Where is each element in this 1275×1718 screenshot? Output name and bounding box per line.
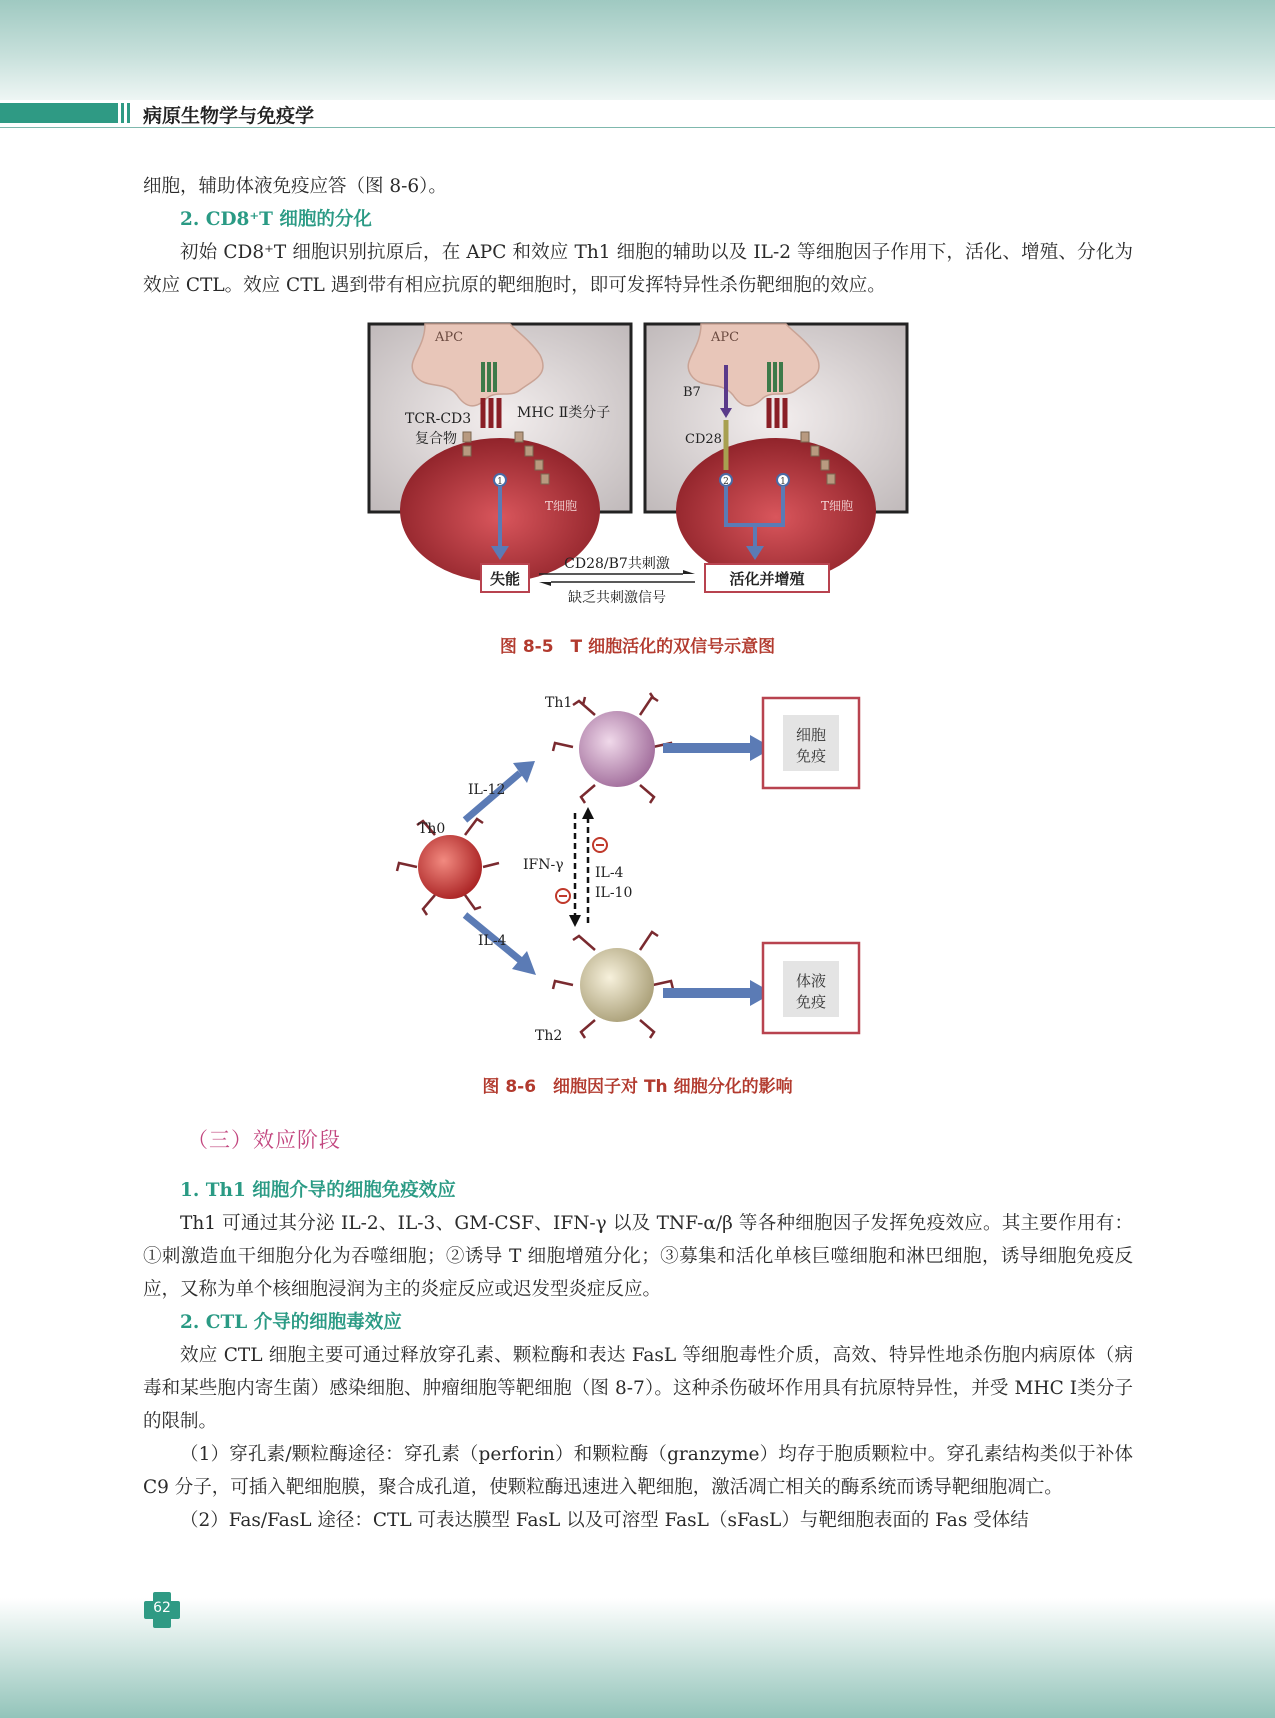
humoral-immunity-label-2: 免疫: [795, 993, 827, 1011]
subheading-ctl: 2. CTL 介导的细胞毒效应: [180, 1312, 402, 1333]
header-divider: [0, 127, 1275, 128]
il4-label: IL-4: [595, 865, 624, 881]
complex-label: 复合物: [415, 431, 457, 447]
t-cell-label-left: T细胞: [545, 499, 578, 513]
mhc-molecule-left: [483, 362, 495, 392]
cell-immunity-label-1: 细胞: [795, 726, 827, 744]
svg-text:1: 1: [780, 477, 786, 487]
top-decorative-band: [0, 0, 1275, 100]
tcr-left: [483, 398, 499, 428]
th2-cell: [553, 932, 673, 1038]
th2-label: Th2: [535, 1028, 563, 1044]
mhc-label: MHC Ⅱ类分子: [517, 405, 611, 421]
figure-8-5-caption: 图 8-5 T 细胞活化的双信号示意图: [499, 637, 776, 657]
th1-label: Th1: [545, 695, 573, 711]
apc-label-right: APC: [711, 330, 740, 345]
figure-8-5: [365, 320, 913, 605]
anergy-label: 失能: [489, 570, 521, 588]
activation-label: 活化并增殖: [729, 570, 805, 588]
continued-paragraph: 细胞，辅助体液免疫应答（图 8-6）。: [143, 176, 447, 197]
mhc-molecule-right: [769, 362, 781, 392]
il12-label: IL-12: [468, 782, 506, 798]
paragraph-perforin: （1）穿孔素/颗粒酶途径：穿孔素（perforin）和颗粒酶（granzyme）均存于胞质颗粒中。穿孔素结构类似于补体 C9 分子，可插入靶细胞膜，聚合成孔道，使颗粒酶迅速进入靶细胞，激活凋亡相关的酶系统而诱导靶细胞凋亡。: [143, 1444, 1133, 1498]
cd28-label: CD28: [685, 432, 722, 447]
th1-outcome-arrow: [663, 743, 753, 753]
paragraph-th1: Th1 可通过其分泌 IL-2、IL-3、GM-CSF、IFN-γ 以及 TNF-α/β 等各种细胞因子发挥免疫效应。其主要作用有：①刺激造血干细胞分化为吞噬细胞；②诱导 T 细胞增殖分化；③募集和活化单核巨噬细胞和淋巴细胞，诱导细胞免疫反应，又称为单个核细胞浸润为主的炎症反应或迟发型炎症反应。: [143, 1213, 1133, 1300]
apc-label-left: APC: [435, 330, 464, 345]
section-heading-effector: （三）效应阶段: [187, 1128, 341, 1152]
panel-right: [645, 324, 907, 582]
t-cell-label-right: T细胞: [821, 499, 854, 513]
svg-text:1: 1: [497, 477, 503, 487]
tcr-cd3-label: TCR-CD3: [405, 411, 472, 427]
th2-outcome-arrow: [663, 988, 753, 998]
page-number-badge: [142, 1590, 182, 1630]
running-header-title: 病原生物学与免疫学: [143, 105, 315, 127]
th0-cell: [397, 819, 499, 915]
effector-text-block: [143, 1174, 1133, 1537]
costim-label: CD28/B7共刺激: [564, 556, 670, 572]
no-costim-label: 缺乏共刺激信号: [568, 590, 666, 605]
header-accent-bar: [0, 103, 118, 123]
figure-8-6-caption: 图 8-6 细胞因子对 Th 细胞分化的影响: [482, 1077, 793, 1097]
paragraph-fas: （2）Fas/FasL 途径：CTL 可表达膜型 FasL 以及可溶型 FasL（sFasL）与靶细胞表面的 Fas 受体结: [180, 1510, 1029, 1531]
tcr-right: [769, 398, 785, 428]
subheading-cd8: 2. CD8⁺T 细胞的分化: [180, 209, 372, 230]
page-number: 62: [153, 1600, 171, 1616]
bottom-decorative-band: [0, 1598, 1275, 1718]
ifn-gamma-label: IFN-γ: [523, 857, 564, 873]
humoral-immunity-label-1: 体液: [795, 972, 827, 990]
subheading-th1: 1. Th1 细胞介导的细胞免疫效应: [180, 1180, 456, 1201]
svg-text:2: 2: [723, 477, 729, 487]
paragraph-cd8: 初始 CD8⁺T 细胞识别抗原后，在 APC 和效应 Th1 细胞的辅助以及 IL-2 等细胞因子作用下，活化、增殖、分化为效应 CTL。效应 CTL 遇到带有相应抗原的靶细胞时，即可发挥特异性杀伤靶细胞的效应。: [143, 242, 1133, 296]
intro-text-block: [143, 170, 1133, 302]
b7-label: B7: [683, 385, 701, 400]
il4-arrow-label: IL-4: [478, 933, 507, 949]
header-accent-stripes: [121, 103, 133, 123]
figure-8-6: [395, 685, 875, 1050]
il10-label: IL-10: [595, 885, 633, 901]
th0-label: Th0: [418, 821, 446, 837]
paragraph-ctl: 效应 CTL 细胞主要可通过释放穿孔素、颗粒酶和表达 FasL 等细胞毒性介质，高效、特异性地杀伤胞内病原体（病毒和某些胞内寄生菌）感染细胞、肿瘤细胞等靶细胞（图 8-7）。这种杀伤破坏作用具有抗原特异性，并受 MHC Ⅰ类分子的限制。: [143, 1345, 1133, 1432]
cell-immunity-label-2: 免疫: [795, 747, 827, 765]
